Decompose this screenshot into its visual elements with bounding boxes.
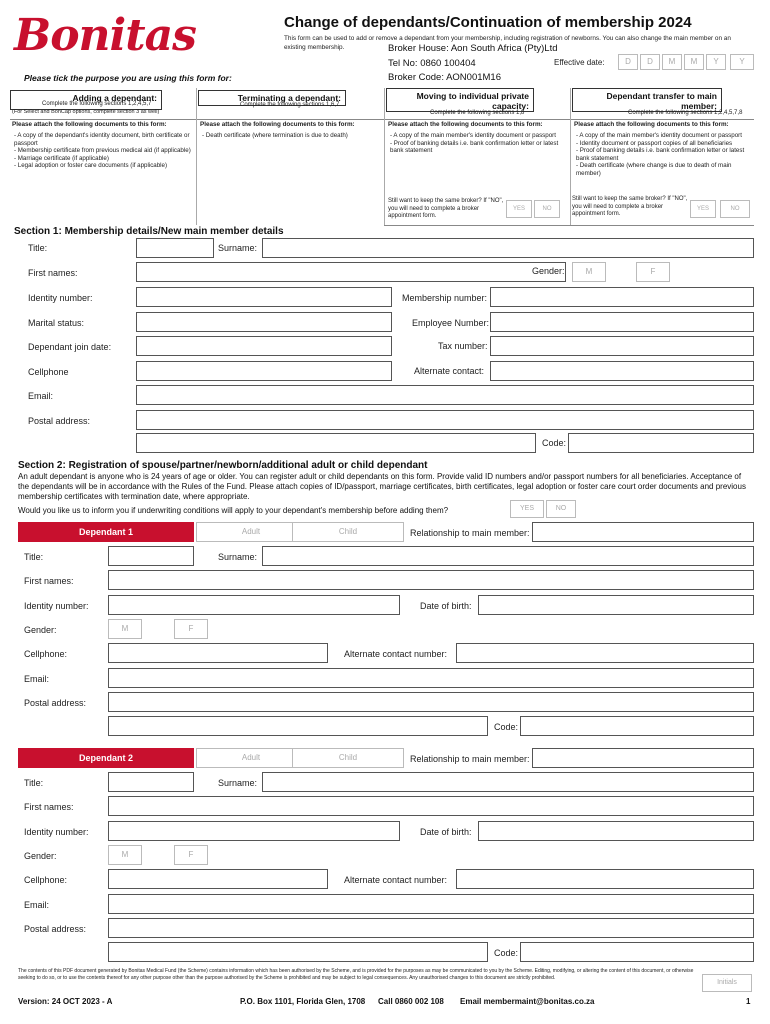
s1-postal-label: Postal address: xyxy=(28,416,91,426)
attach-list-terminating xyxy=(202,132,382,140)
purpose-adding-note: (For Select and BonCap options, complete section 3 as well) xyxy=(12,109,160,115)
dep1-cellphone-field[interactable] xyxy=(108,643,328,663)
dep1-dob-field[interactable] xyxy=(478,595,754,615)
section2-paragraph: An adult dependant is anyone who is 24 years of age or older. You can register adult or child dependants on this form. Provide valid ID numbers and/or passport numbers for all beneficiaries. Acceptance of the dependants will be in accordance with the Rules of the Fund. Please attach copies of ID/passport, marriage certificates, birth certificates, legal adoption or foster care court order documents and previous membership certificates with termination date, where appropriate. xyxy=(18,472,746,501)
broker-question-moving: Still want to keep the same broker? If "NO", you will need to complete a broker appointment form. xyxy=(388,198,504,219)
dep2-cellphone-label: Cellphone: xyxy=(24,875,68,885)
dep1-surname-label: Surname: xyxy=(218,552,258,562)
dep2-alt-contact-label: Alternate contact number: xyxy=(344,875,448,885)
s1-code-label: Code: xyxy=(542,438,567,448)
broker-question-transfer: Still want to keep the same broker? If "NO", you will need to complete a broker appointment form. xyxy=(572,196,688,217)
attach-item: - A copy of the main member's identity document or passport xyxy=(390,132,556,139)
attach-item: - A copy of the main member's identity document or passport xyxy=(576,132,742,139)
dep1-label: Dependant 1 xyxy=(18,522,194,542)
dep1-email-field[interactable] xyxy=(108,668,754,688)
dep1-alt-contact-field[interactable] xyxy=(456,643,754,663)
dep1-code-field[interactable] xyxy=(520,716,754,736)
effective-date-label: Effective date: xyxy=(554,58,605,67)
dep2-first-names-label: First names: xyxy=(24,802,74,812)
dep2-identity-label: Identity number: xyxy=(24,827,89,837)
dep1-cellphone-label: Cellphone: xyxy=(24,649,68,659)
dep2-identity-field[interactable] xyxy=(108,821,400,841)
dep2-gender-label: Gender: xyxy=(24,851,57,861)
dep1-gender-m[interactable]: M xyxy=(108,619,142,639)
attach-list-transfer xyxy=(576,132,754,177)
purpose-prompt: Please tick the purpose you are using this form for: xyxy=(24,73,232,83)
dep1-dob-label: Date of birth: xyxy=(420,601,472,611)
purpose-terminating-sub: Complete the following sections 1,6,7 xyxy=(240,102,340,108)
section2-heading: Section 2: Registration of spouse/partner/newborn/additional adult or child dependant xyxy=(18,460,428,471)
broker-code: Broker Code: AON001M16 xyxy=(388,72,502,83)
broker-tel: Tel No: 0860 100404 xyxy=(388,58,476,69)
broker-no-transfer[interactable]: NO xyxy=(720,200,750,218)
broker-house: Broker House: Aon South Africa (Pty)Ltd xyxy=(388,43,558,54)
s1-employee-label: Employee Number: xyxy=(412,318,490,328)
form-intro: This form can be used to add or remove a dependant from your membership, including registration of newborns. You can also change the main member on an existing membership. xyxy=(284,35,731,51)
dep1-postal-label: Postal address: xyxy=(24,698,87,708)
dep1-gender-f[interactable]: F xyxy=(174,619,208,639)
purpose-moving-sub: Complete the following sections 1,8 xyxy=(430,110,525,116)
dep2-gender-f[interactable]: F xyxy=(174,845,208,865)
dep2-email-label: Email: xyxy=(24,900,50,910)
s1-surname-field[interactable] xyxy=(262,238,754,258)
footer-page-number: 1 xyxy=(746,997,751,1006)
effective-date-cell[interactable]: M xyxy=(684,54,704,70)
s1-membership-field[interactable] xyxy=(490,287,754,307)
dep1-surname-field[interactable] xyxy=(262,546,754,566)
s1-marital-field[interactable] xyxy=(136,312,392,332)
attach-heading-moving: Please attach the following documents to this form: xyxy=(388,121,543,128)
s1-gender-f[interactable]: F xyxy=(636,262,670,282)
attach-list-moving xyxy=(390,132,568,155)
s1-title-label: Title: xyxy=(28,243,48,253)
dep1-first-names-field[interactable] xyxy=(108,570,754,590)
footer-email: Email membermaint@bonitas.co.za xyxy=(460,997,595,1006)
attach-item: - Membership certificate from previous medical aid (if applicable) xyxy=(14,147,191,154)
s1-title-field[interactable] xyxy=(136,238,214,258)
attach-item: - Proof of banking details i.e. bank confirmation letter or latest bank statement xyxy=(390,139,559,154)
dep2-label: Dependant 2 xyxy=(18,748,194,768)
effective-date-cell[interactable]: D xyxy=(618,54,638,70)
dep2-surname-label: Surname: xyxy=(218,778,258,788)
purpose-adding-sub: Complete the following sections 1,2,4,5,7 xyxy=(42,101,152,107)
s1-tax-field[interactable] xyxy=(490,336,754,356)
dep2-title-label: Title: xyxy=(24,778,44,788)
dep1-identity-field[interactable] xyxy=(108,595,400,615)
effective-date-cell[interactable]: M xyxy=(662,54,682,70)
dep1-relationship-label: Relationship to main member: xyxy=(410,528,530,538)
s1-join-date-field[interactable] xyxy=(136,336,392,356)
dep1-title-label: Title: xyxy=(24,552,44,562)
dep1-child-option[interactable]: Child xyxy=(292,522,404,542)
s1-alt-contact-field[interactable] xyxy=(490,361,754,381)
dep1-relationship-field[interactable] xyxy=(532,522,754,542)
underwriting-yes[interactable]: YES xyxy=(510,500,544,518)
attach-item: - Proof of banking details i.e. bank confirmation letter or latest bank statement xyxy=(576,147,745,162)
dep1-first-names-label: First names: xyxy=(24,576,74,586)
dep1-alt-contact-label: Alternate contact number: xyxy=(344,649,448,659)
bonitas-logo: Bonitas xyxy=(14,10,196,61)
attach-heading-terminating: Please attach the following documents to this form: xyxy=(200,121,355,128)
attach-item: - Death certificate (where termination is due to death) xyxy=(202,132,348,139)
s1-membership-label: Membership number: xyxy=(402,293,488,303)
footer-disclaimer: The contents of this PDF document generated by Bonitas Medical Fund (the Scheme) contains information which has been authorised by the Scheme, and is provided for the purposes as may be communicated to you by the Scheme. Editing, modifying, or altering the content of this document, or otherwise seeking to do so, or to use the contents thereof for any other purpose other than the purpose authorised by the Scheme is prohibited and may be subject to legal consequences. Any unauthorised changes to this document are strictly prohibited. xyxy=(18,968,694,981)
dep2-relationship-field[interactable] xyxy=(532,748,754,768)
purpose-terminating-checkbox[interactable]: Terminating a dependant: xyxy=(198,90,346,106)
effective-date-cell[interactable]: D xyxy=(640,54,660,70)
dep1-adult-option[interactable]: Adult xyxy=(196,522,306,542)
s1-tax-label: Tax number: xyxy=(438,341,488,351)
dep2-dob-field[interactable] xyxy=(478,821,754,841)
dep2-postal-line1[interactable] xyxy=(108,918,754,938)
s1-code-field[interactable] xyxy=(568,433,754,453)
s1-surname-label: Surname: xyxy=(218,243,258,253)
s1-join-date-label: Dependant join date: xyxy=(28,342,112,352)
dep1-title-field[interactable] xyxy=(108,546,194,566)
dep2-postal-line2[interactable] xyxy=(108,942,488,962)
s1-marital-label: Marital status: xyxy=(28,318,85,328)
underwriting-question: Would you like us to inform you if underwriting conditions will apply to your dependant's membership before adding them? xyxy=(18,506,449,515)
dep2-cellphone-field[interactable] xyxy=(108,869,328,889)
attach-item: - Identity document or passport copies of all beneficiaries xyxy=(576,139,733,147)
s1-identity-label: Identity number: xyxy=(28,293,93,303)
dep2-child-option[interactable]: Child xyxy=(292,748,404,768)
s1-identity-field[interactable] xyxy=(136,287,392,307)
attach-heading-transfer: Please attach the following documents to this form: xyxy=(574,121,729,128)
attach-item: - Marriage certificate (if applicable) xyxy=(14,154,109,162)
dep2-adult-option[interactable]: Adult xyxy=(196,748,306,768)
s1-first-names-label: First names: xyxy=(28,268,78,278)
purpose-transfer-checkbox[interactable]: Dependant transfer to main member: xyxy=(572,88,722,112)
dep1-postal-line2[interactable] xyxy=(108,716,488,736)
s1-employee-field[interactable] xyxy=(490,312,754,332)
s1-gender-label: Gender: xyxy=(532,266,565,276)
dep2-postal-label: Postal address: xyxy=(24,924,87,934)
s1-cellphone-label: Cellphone xyxy=(28,367,69,377)
purpose-moving-checkbox[interactable]: Moving to individual private capacity: xyxy=(386,88,534,112)
broker-yes-transfer[interactable]: YES xyxy=(690,200,716,218)
footer-call: Call 0860 002 108 xyxy=(378,997,444,1006)
purpose-adding-checkbox[interactable]: Adding a dependant: xyxy=(10,90,162,110)
footer-address: P.O. Box 1101, Florida Glen, 1708 xyxy=(240,997,366,1006)
form-title: Change of dependants/Continuation of membership 2024 xyxy=(284,14,692,31)
s1-alt-contact-label: Alternate contact: xyxy=(414,366,485,376)
attach-heading-adding: Please attach the following documents to this form: xyxy=(12,121,167,128)
dep2-first-names-field[interactable] xyxy=(108,796,754,816)
attach-list-adding xyxy=(14,132,194,170)
dep2-surname-field[interactable] xyxy=(262,772,754,792)
initials-field[interactable]: Initials xyxy=(702,974,752,992)
dep2-email-field[interactable] xyxy=(108,894,754,914)
s1-first-names-field[interactable] xyxy=(136,262,566,282)
footer-version: Version: 24 OCT 2023 - A xyxy=(18,997,113,1006)
attach-item: - Legal adoption or foster care documents (if applicable) xyxy=(14,162,168,169)
dep2-relationship-label: Relationship to main member: xyxy=(410,754,530,764)
s1-email-label: Email: xyxy=(28,391,54,401)
dep1-postal-line1[interactable] xyxy=(108,692,754,712)
s1-email-field[interactable] xyxy=(136,385,754,405)
dep2-dob-label: Date of birth: xyxy=(420,827,472,837)
attach-item: - Death certificate (where change is due to death of main member) xyxy=(576,162,732,177)
s1-postal-line1[interactable] xyxy=(136,410,754,430)
dep2-alt-contact-field[interactable] xyxy=(456,869,754,889)
s1-gender-m[interactable]: M xyxy=(572,262,606,282)
effective-date-cell[interactable]: Y xyxy=(730,54,754,70)
effective-date-cell[interactable]: Y xyxy=(706,54,726,70)
s1-postal-line2[interactable] xyxy=(136,433,536,453)
broker-yes-moving[interactable]: YES xyxy=(506,200,532,218)
dep1-code-label: Code: xyxy=(494,722,519,732)
section1-heading: Section 1: Membership details/New main member details xyxy=(14,226,284,237)
broker-no-moving[interactable]: NO xyxy=(534,200,560,218)
dep1-identity-label: Identity number: xyxy=(24,601,89,611)
purpose-transfer-sub: Complete the following sections 1,2,4,5,7,8 xyxy=(628,110,743,116)
dep2-code-field[interactable] xyxy=(520,942,754,962)
dep1-gender-label: Gender: xyxy=(24,625,57,635)
s1-cellphone-field[interactable] xyxy=(136,361,392,381)
dep2-gender-m[interactable]: M xyxy=(108,845,142,865)
dep1-email-label: Email: xyxy=(24,674,50,684)
dep2-title-field[interactable] xyxy=(108,772,194,792)
attach-item: - A copy of the dependant's identity document, birth certificate or passport xyxy=(14,132,190,147)
underwriting-no[interactable]: NO xyxy=(546,500,576,518)
dep2-code-label: Code: xyxy=(494,948,519,958)
